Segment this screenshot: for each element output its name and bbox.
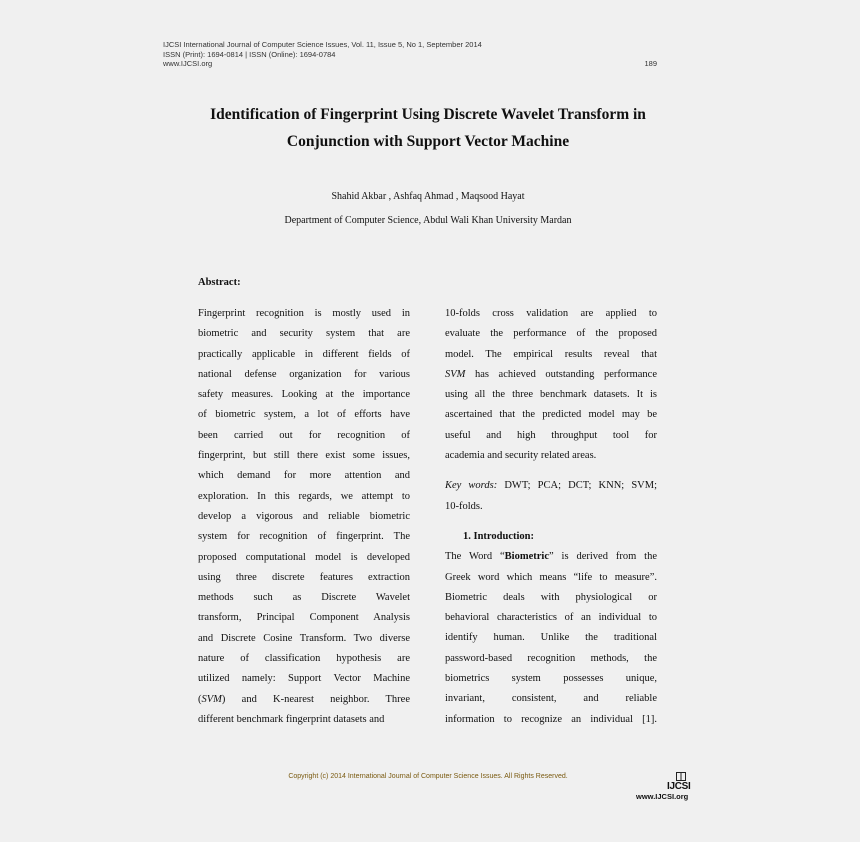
abstract-line: methods such as Discrete Wavelet (198, 592, 410, 604)
abstract-line: useful and high throughput tool for (445, 429, 657, 441)
abstract-line: system for recognition of fingerprint. The (198, 531, 410, 543)
abstract-line: different benchmark fingerprint datasets and (198, 713, 385, 725)
intro-line: biometrics system possesses unique, (445, 673, 657, 685)
intro-line: information to recognize an individual [1]. (445, 713, 657, 725)
abstract-line: ascertained that the predicted model may be (445, 409, 657, 421)
intro-line: behavioral characteristics of an individual to (445, 612, 657, 624)
affiliation: Department of Computer Science, Abdul Wali Khan University Mardan (284, 215, 572, 226)
page-number: 189 (644, 59, 657, 68)
abstract-line: model. The empirical results reveal that (445, 348, 657, 360)
abstract-line: of biometric system, a lot of efforts have (198, 409, 410, 421)
right-column (445, 304, 657, 730)
abstract-line: practically applicable in different fields of (198, 348, 410, 360)
intro-line: password-based recognition methods, the (445, 652, 657, 664)
abstract-line: exploration. In this regards, we attempt to (198, 490, 410, 502)
abstract-line: academia and security related areas. (445, 450, 597, 462)
abstract-line: SVM has achieved outstanding performance (445, 368, 657, 380)
abstract-line: national defense organization for various (198, 368, 410, 380)
keywords: Key words: DWT; PCA; DCT; KNN; SVM; (445, 480, 657, 492)
abstract-line: proposed computational model is developed (198, 551, 410, 563)
abstract-line: fingerprint, but still there exist some issues, (198, 450, 410, 462)
journal-header (163, 40, 482, 69)
intro-lines (445, 568, 657, 730)
abstract-line: evaluate the performance of the proposed (445, 328, 657, 340)
abstract-line: 10-folds cross validation are applied to (445, 308, 657, 319)
authors: Shahid Akbar , Ashfaq Ahmad , Maqsood Hayat (331, 191, 525, 202)
intro-line: The Word “Biometric” is derived from the (445, 551, 657, 563)
journal-header-line2: ISSN (Print): 1694-0814 | ISSN (Online): 1694-0784 (163, 49, 336, 59)
intro-line: identify human. Unlike the traditional (445, 632, 657, 644)
intro-line: Greek word which means “life to measure”. (445, 571, 657, 583)
abstract-line: utilized namely: Support Vector Machine (198, 673, 410, 685)
left-column (198, 304, 410, 730)
journal-header-line3: www.IJCSI.org (163, 59, 213, 68)
abstract-line: which demand for more attention and (198, 470, 410, 482)
logo-url: www.IJCSI.org (636, 792, 689, 801)
abstract-line: Fingerprint recognition is mostly used in (198, 308, 410, 319)
paper-title (170, 101, 686, 155)
abstract-line: using three discrete features extraction (198, 571, 410, 583)
book-icon (676, 772, 686, 781)
abstract-line: transform, Principal Component Analysis (198, 612, 410, 624)
paper-title-line1: Identification of Fingerprint Using Discrete Wavelet Transform in (210, 106, 646, 123)
abstract-line: been carried out for recognition of (198, 429, 410, 441)
abstract-line: (SVM) and K-nearest neighbor. Three (198, 693, 410, 705)
intro-heading: 1. Introduction: (463, 530, 534, 542)
abstract-line: using all the three benchmark datasets. It is (445, 389, 657, 401)
keywords-cont: 10-folds. (445, 500, 483, 512)
abstract-line: safety measures. Looking at the importance (198, 389, 410, 401)
abstract-line: and Discrete Cosine Transform. Two diverse (198, 632, 410, 644)
paper-title-line2: Conjunction with Support Vector Machine (286, 133, 570, 150)
intro-line: invariant, consistent, and reliable (445, 693, 657, 705)
abstract-line: biometric and security system that are (198, 328, 410, 340)
abstract-line: develop a vigorous and reliable biometric (198, 510, 410, 522)
abstract-line: nature of classification hypothesis are (198, 653, 410, 665)
ijcsi-logo (636, 772, 698, 802)
intro-line: Biometric deals with physiological or (445, 591, 657, 603)
copyright-footer: Copyright (c) 2014 International Journal of Computer Science Issues. All Rights Reserved. (288, 773, 568, 780)
logo-name: IJCSI (667, 781, 691, 792)
abstract-left-lines (198, 304, 410, 690)
journal-header-line1: IJCSI International Journal of Computer Science Issues, Vol. 11, Issue 5, No 1, September 2014 (163, 40, 482, 49)
abstract-heading: Abstract: (198, 277, 241, 288)
